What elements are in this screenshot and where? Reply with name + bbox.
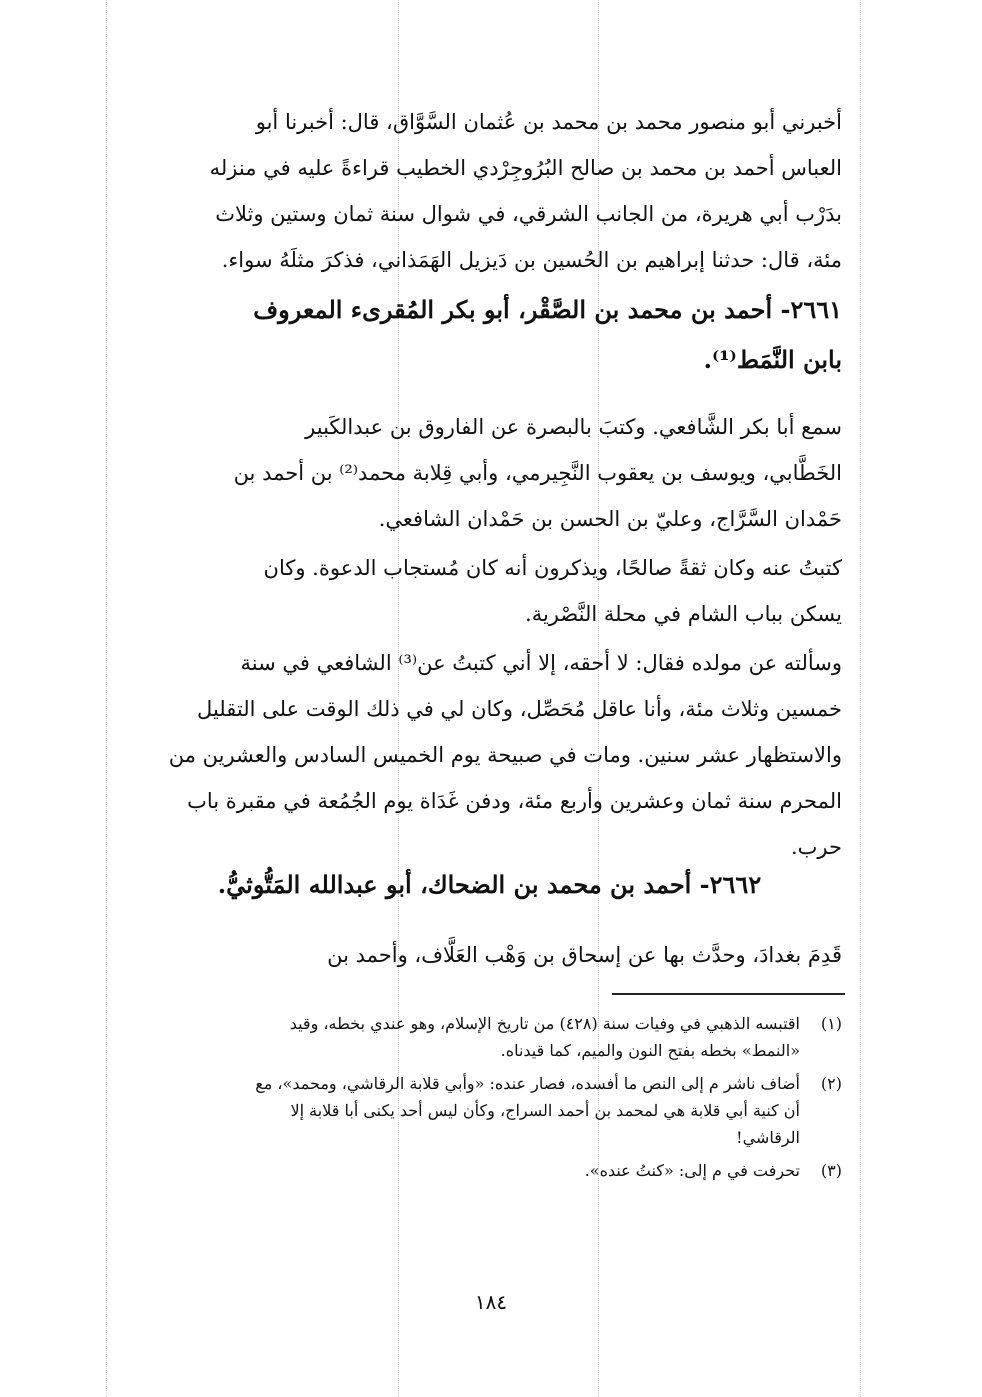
footnote-number: (٣) [820,1161,842,1180]
text-line: سمع أبا بكر الشَّافعي. وكتبَ بالبصرة عن الفاروق بن عبدالكَبير [305,415,842,439]
text-line: كتبتُ عنه وكان ثقةً صالحًا، ويذكرون أنه كان مُستجاب الدعوة. وكان [263,556,842,580]
entry-heading-2661 [137,285,842,385]
text-line: قَدِمَ بغدادَ، وحدَّث بها عن إسحاق بن وَهْب العَلَّاف، وأحمد بن [327,943,842,967]
footnote-2 [130,1070,842,1151]
paragraph-entry-2662 [137,932,842,978]
footnote-line: الرقاشي! [736,1128,800,1147]
text-line: حَمْدان السَّرَّاج، وعليّ بن الحسن بن حَمْدان الشافعي. [378,507,842,531]
footnote-number: (١) [820,1014,842,1033]
scan-guide-line [860,0,861,1397]
text-line: حرب. [790,835,842,859]
scan-guide-line [106,0,107,1397]
text-line: مئة، قال: حدثنا إبراهيم بن الحُسين بن دَيزيل الهَمَذاني، فذكرَ مثلَهُ سواء. [221,248,842,272]
text-line: بدَرْب أبي هريرة، من الجانب الشرقي، في شوال سنة ثمان وستين وثلاث [215,202,842,226]
footnote-separator [612,993,845,995]
paragraph-birth-death [137,640,842,870]
heading-line: بابن النَّمَط⁽¹⁾. [703,345,842,374]
footnote-number: (٢) [820,1074,842,1093]
text-line: العباس أحمد بن محمد بن صالح البُرُوجِرْدي الخطيب قراءةً عليه في منزله [209,156,842,180]
page-number: ١٨٤ [474,1290,508,1314]
paragraph-reliability [137,545,842,637]
footnote-1 [130,1010,842,1064]
heading-line: ٢٦٦٢- أحمد بن محمد بن الضحاك، أبو عبدالله المَتُّوثيُّ. [217,870,762,899]
footnote-line: أضاف ناشر م إلى النص ما أفسده، فصار عنده: «وأبي قلابة الرقاشي، ومحمد»، مع [255,1074,800,1093]
paragraph-teachers [137,404,842,542]
paragraph-isnad [137,99,842,283]
text-line: المحرم سنة ثمان وعشرين وأربع مئة، ودفن غَدَاة يوم الجُمُعة في مقبرة باب [187,789,842,813]
entry-heading-2662 [137,860,842,910]
text-line: أخبرني أبو منصور محمد بن محمد بن عُثمان السَّوَّاق، قال: أخبرنا أبو [255,110,842,134]
heading-line: ٢٦٦١- أحمد بن محمد بن الصَّقْر، أبو بكر المُقرىء المعروف [253,295,842,324]
footnote-line: «النمط» بخطه بفتح النون والميم، كما قيدناه. [500,1041,800,1060]
footnote-line: اقتبسه الذهبي في وفيات سنة (٤٢٨) من تاريخ الإسلام، وهو عندي بخطه، وقيد [289,1014,800,1033]
footnote-line: تحرفت في م إلى: «كنتُ عنده». [584,1161,800,1180]
text-line: والاستظهار عشر سنين. ومات في صبيحة يوم الخميس السادس والعشرين من [168,743,842,767]
text-line: الخَطَّابي، ويوسف بن يعقوب النَّجِيرمي، وأبي قِلابة محمد⁽²⁾ بن أحمد بن [233,461,842,485]
footnotes [130,1010,842,1190]
text-line: خمسين وثلاث مئة، وأنا عاقل مُحَصِّل، وكان لي في ذلك الوقت على التقليل [197,697,842,721]
footnote-3 [130,1157,842,1184]
footnote-line: أن كنية أبي قلابة هي لمحمد بن أحمد السراج، وكأن ليس أحد يكنى أبا قلابة إلا [290,1101,800,1120]
text-line: يسكن بباب الشام في محلة النَّصْرية. [525,602,842,626]
text-line: وسألته عن مولده فقال: لا أحقه، إلا أني كتبتُ عن⁽³⁾ الشافعي في سنة [240,651,842,675]
